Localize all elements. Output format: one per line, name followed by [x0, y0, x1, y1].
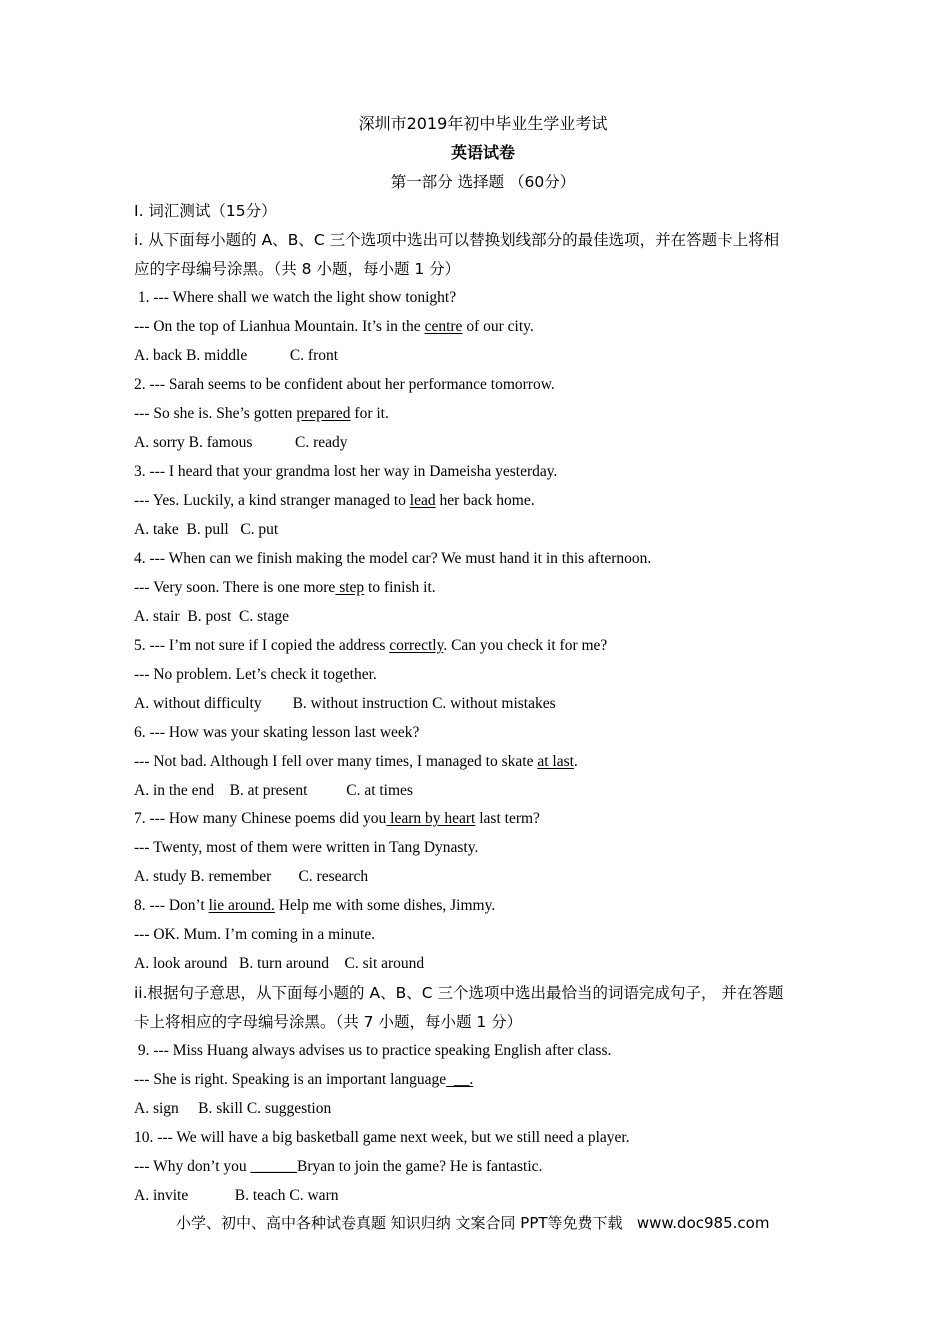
q9-blank: __. — [446, 1071, 474, 1088]
q3-prompt: 3. --- I heard that your grandma lost her way in Dameisha yesterday. — [134, 463, 558, 480]
q5-response: --- No problem. Let’s check it together. — [134, 666, 377, 683]
q8-options: A. look around B. turn around C. sit around — [134, 955, 425, 972]
q1-underlined: centre — [424, 318, 463, 335]
q1-response: --- On the top of Lianhua Mountain. It’s in the centre of our city. — [134, 318, 534, 335]
footer-ad: 小学、初中、高中各种试卷真题 知识归纳 文案合同 PPT等免费下载 www.doc985.com — [176, 1214, 770, 1232]
q10-options: A. invite B. teach C. warn — [134, 1187, 339, 1204]
q8-underlined: lie around. — [208, 897, 275, 914]
exam-title: 深圳市2019年初中毕业生学业考试 — [358, 114, 608, 133]
q5-underlined: correctly — [389, 637, 444, 654]
q2-underlined: prepared — [296, 405, 351, 422]
q8-response: --- OK. Mum. I’m coming in a minute. — [134, 926, 376, 943]
q4-prompt: 4. --- When can we finish making the model car? We must hand it in this afternoon. — [134, 550, 652, 567]
q2-prompt: 2. --- Sarah seems to be confident about her performance tomorrow. — [134, 376, 555, 393]
section-heading: I. 词汇测试（15分） — [134, 202, 277, 220]
q1-options: A. back B. middle C. front — [134, 347, 339, 364]
q7-options: A. study B. remember C. research — [134, 868, 369, 885]
q5-prompt: 5. --- I’m not sure if I copied the address correctly. Can you check it for me? — [134, 637, 608, 654]
q3-underlined: lead — [409, 492, 436, 509]
q10-prompt: 10. --- We will have a big basketball game next week, but we still need a player. — [134, 1129, 630, 1146]
q10-blank: ______ — [250, 1158, 298, 1175]
q4-options: A. stair B. post C. stage — [134, 608, 289, 625]
q8-prompt: 8. --- Don’t lie around. Help me with some dishes, Jimmy. — [134, 897, 496, 914]
q9-prompt: 9. --- Miss Huang always advises us to practice speaking English after class. — [134, 1042, 612, 1059]
sub-i-instruction-1: i. 从下面每小题的 A、B、C 三个选项中选出可以替换划线部分的最佳选项，并在答题卡上将相 — [134, 231, 780, 249]
q3-response: --- Yes. Luckily, a kind stranger managed to lead her back home. — [134, 492, 535, 509]
q6-underlined: at last — [537, 753, 574, 770]
q9-response: --- She is right. Speaking is an important language __. — [134, 1071, 474, 1088]
q2-options: A. sorry B. famous C. ready — [134, 434, 348, 451]
q4-underlined: step — [335, 579, 365, 596]
q6-response: --- Not bad. Although I fell over many times, I managed to skate at last. — [134, 753, 578, 770]
q7-underlined: learn by heart — [386, 810, 476, 827]
q1-prompt: 1. --- Where shall we watch the light show tonight? — [134, 289, 457, 306]
part-heading: 第一部分 选择题 （60分） — [390, 173, 576, 191]
exam-subtitle: 英语试卷 — [450, 143, 515, 162]
q5-options: A. without difficulty B. without instruction C. without mistakes — [134, 695, 556, 712]
sub-ii-instruction-2: 卡上将相应的字母编号涂黑。（共 7 小题，每小题 1 分） — [134, 1013, 523, 1031]
q6-prompt: 6. --- How was your skating lesson last week? — [134, 724, 420, 741]
sub-ii-instruction-1: ii.根据句子意思，从下面每小题的 A、B、C 三个选项中选出最恰当的词语完成句子， 并在答题 — [134, 984, 784, 1002]
q7-prompt: 7. --- How many Chinese poems did you learn by heart last term? — [134, 810, 540, 827]
q4-response: --- Very soon. There is one more step to finish it. — [134, 579, 436, 596]
q7-response: --- Twenty, most of them were written in Tang Dynasty. — [134, 839, 479, 856]
q9-options: A. sign B. skill C. suggestion — [134, 1100, 332, 1117]
q6-options: A. in the end B. at present C. at times — [134, 782, 413, 799]
q3-options: A. take B. pull C. put — [134, 521, 279, 538]
q10-response: --- Why don’t you ______Bryan to join the game? He is fantastic. — [134, 1158, 543, 1175]
sub-i-instruction-2: 应的字母编号涂黑。（共 8 小题，每小题 1 分） — [134, 260, 461, 278]
q2-response: --- So she is. She’s gotten prepared for it. — [134, 405, 389, 422]
